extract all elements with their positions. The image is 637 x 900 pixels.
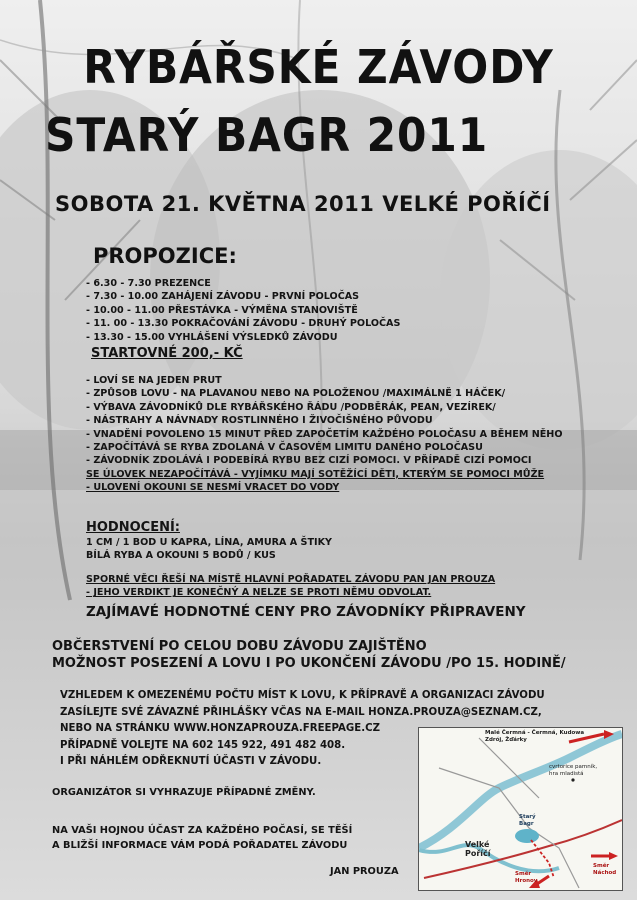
prizes-note: ZAJÍMAVÉ HODNOTNÉ CENY PRO ZÁVODNÍKY PŘIPRAVENY xyxy=(86,604,526,620)
closing-line: NA VAŠI HOJNOU ÚČAST ZA KAŽDÉHO POČASÍ, SE TĚŠÍ xyxy=(52,825,353,836)
list-item: SE ÚLOVEK NEZAPOČÍTÁVÁ - VYJÍMKU MAJÍ SOTĚŽÍCÍ DĚTI, KTERÝM SE POMOCI MŮŽE xyxy=(86,468,545,480)
title-line-1: RYBÁŘSKÉ ZÁVODY xyxy=(83,40,554,94)
list-item: - NÁSTRAHY A NÁVNADY ROSTLINNÉHO I ŽIVOČIŠNÉHO PŮVODU xyxy=(86,415,433,427)
map-label-chapel: cvrtorice pamník, hra mladistá xyxy=(549,764,598,777)
list-item: - 13.30 - 15.00 VYHLÁŠENÍ VÝSLEDKŮ ZÁVODU xyxy=(86,331,338,343)
list-item: - ZPŮSOB LOVU - NA PLAVANOU NEBO NA POLOŽENOU /MAXIMÁLNĚ 1 HÁČEK/ xyxy=(86,388,506,400)
refreshments-block xyxy=(52,638,566,672)
rules-list xyxy=(86,374,562,495)
map-label-nachod: Směr Náchod xyxy=(593,863,617,876)
hodnoceni-heading: HODNOCENÍ: xyxy=(86,520,180,535)
registration-line: NEBO NA STRÁNKU WWW.HONZAPROUZA.FREEPAGE.CZ xyxy=(60,723,380,734)
propozice-heading: PROPOZICE: xyxy=(93,244,237,268)
title-line-2: STARÝ BAGR 2011 xyxy=(45,108,489,162)
map-label-hronov: Směr Hronov xyxy=(515,871,538,884)
startovne: STARTOVNÉ 200,- KČ xyxy=(91,346,243,361)
location-map xyxy=(418,727,623,891)
hodnoceni-line: BÍLÁ RYBA A OKOUNI 5 BODŮ / KUS xyxy=(86,550,276,562)
hodnoceni-block xyxy=(86,536,332,563)
list-item: - ZAPOČÍTÁVÁ SE RYBA ZDOLANÁ V ČASOVÉM LIMITU DANÉHO POLOČASU xyxy=(86,442,483,454)
list-item: - ULOVENÍ OKOUNI SE NESMÍ VRACET DO VODY xyxy=(86,482,340,494)
list-item: - 6.30 - 7.30 PREZENCE xyxy=(86,278,211,289)
map-label-town: Velké Poříčí xyxy=(465,840,491,858)
sporne-line: SPORNÉ VĚCI ŘEŠÍ NA MÍSTĚ HLAVNÍ POŘADATEL ZÁVODU PAN JAN PROUZA xyxy=(86,574,496,585)
sporne-block xyxy=(86,573,495,600)
registration-line: I PŘI NÁHLÉM ODŘEKNUTÍ ÚČASTI V ZÁVODU. xyxy=(60,756,322,767)
closing-line: A BLIŽŠÍ INFORMACE VÁM PODÁ POŘADATEL ZÁVODU xyxy=(52,840,348,851)
list-item: - ZÁVODNÍK ZDOLÁVÁ I PODEBÍRÁ RYBU BEZ CIZÍ POMOCI. V PŘÍPADĚ CIZÍ POMOCI xyxy=(86,455,532,467)
hodnoceni-line: 1 CM / 1 BOD U KAPRA, LÍNA, AMURA A ŠTIKY xyxy=(86,537,332,548)
map-label-site: Starý Bagr xyxy=(519,814,536,827)
organizer-signature: JAN PROUZA xyxy=(330,866,399,877)
list-item: - LOVÍ SE NA JEDEN PRUT xyxy=(86,375,222,386)
event-date: SOBOTA 21. KVĚTNA 2011 VELKÉ POŘÍČÍ xyxy=(55,192,551,216)
list-item: - VNADĚNÍ POVOLENO 15 MINUT PŘED ZAPOČETÍM KAŽDÉHO POLOČASU A BĚHEM NĚHO xyxy=(86,428,563,440)
refreshments-line: OBČERSTVENÍ PO CELOU DOBU ZÁVODU ZAJIŠTĚNO xyxy=(52,639,427,654)
registration-line: VZHLEDEM K OMEZENÉMU POČTU MÍST K LOVU, K PŘÍPRAVĚ A ORGANIZACI ZÁVODU xyxy=(60,690,545,701)
list-item: - 10.00 - 11.00 PŘESTÁVKA - VÝMĚNA STANOVIŠTĚ xyxy=(86,304,358,316)
map-drawing xyxy=(419,728,622,890)
organizer-note: ORGANIZÁTOR SI VYHRAZUJE PŘÍPADNÉ ZMĚNY. xyxy=(52,787,316,798)
list-item: - 11. 00 - 13.30 POKRAČOVÁNÍ ZÁVODU - DRUHÝ POLOČAS xyxy=(86,318,401,330)
map-label-north: Malé Čermná - Čermná, Kudowa Zdrój, Žďárky xyxy=(485,730,585,743)
closing-block xyxy=(52,823,352,853)
registration-line: PŘÍPADNĚ VOLEJTE NA 602 145 922, 491 482 408. xyxy=(60,739,346,751)
registration-line: ZASÍLEJTE SVÉ ZÁVAZNÉ PŘIHLÁŠKY VČAS NA E-MAIL HONZA.PROUZA@SEZNAM.CZ, xyxy=(60,706,542,718)
list-item: - 7.30 - 10.00 ZAHÁJENÍ ZÁVODU - PRVNÍ POLOČAS xyxy=(86,291,360,303)
list-item: - VÝBAVA ZÁVODNÍKŮ DLE RYBÁŘSKÉHO ŘÁDU /PODBĚRÁK, PEAN, VEZÍREK/ xyxy=(86,401,496,413)
schedule-list xyxy=(86,277,400,344)
refreshments-line: MOŽNOST POSEZENÍ A LOVU I PO UKONČENÍ ZÁVODU /PO 15. HODINĚ/ xyxy=(52,656,566,671)
sporne-line: - JEHO VERDIKT JE KONEČNÝ A NELZE SE PROTI NĚMU ODVOLAT. xyxy=(86,587,432,599)
